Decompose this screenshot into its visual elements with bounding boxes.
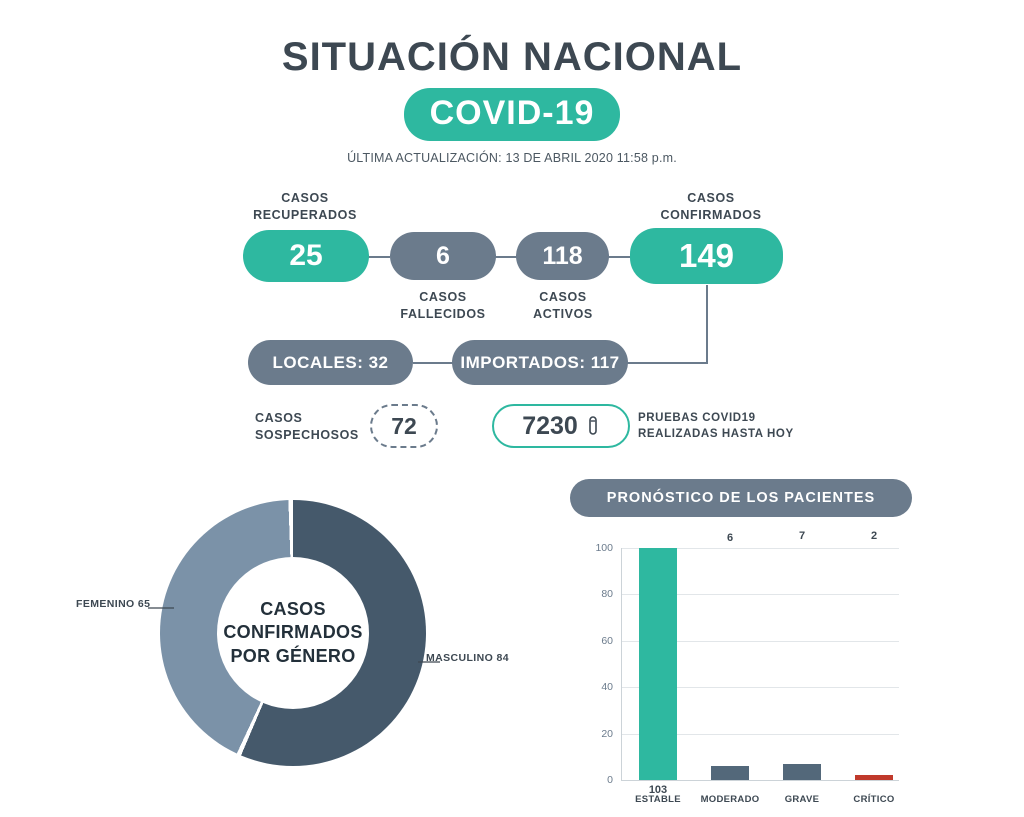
connector-activos-confirmados: [608, 256, 630, 258]
label-casos-sospechosos: CASOS SOSPECHOSOS: [255, 411, 359, 442]
bar-column-critico: [847, 530, 901, 805]
ytick-100: 100: [595, 542, 613, 554]
pronostico-title-badge: PRONÓSTICO DE LOS PACIENTES: [570, 479, 912, 517]
covid-badge: COVID-19: [404, 88, 621, 141]
connector-confirmados-down: [706, 285, 708, 363]
connector-recuperados-fallecidos: [368, 256, 390, 258]
ytick-40: 40: [601, 681, 613, 694]
pill-activos: 118: [516, 232, 609, 280]
bar-column-grave: [775, 530, 829, 805]
ytick-0: 0: [607, 774, 613, 786]
connector-fallecidos-activos: [495, 256, 517, 258]
bar-moderado: [711, 766, 749, 780]
bar-category-grave: GRAVE: [784, 794, 820, 805]
label-casos-confirmados: CASOS CONFIRMADOS: [660, 191, 762, 222]
donut-label-femenino: FEMENINO 65: [76, 598, 151, 610]
pill-importados: IMPORTADOS: 117: [452, 340, 628, 385]
ytick-80: 80: [601, 588, 613, 601]
bar-estable: [639, 548, 677, 780]
bar-category-estable: ESTABLE: [635, 794, 681, 805]
pruebas-value-box: 7230: [492, 404, 630, 448]
donut-center-line-2: CONFIRMADOS: [223, 622, 363, 643]
bar-column-estable: [631, 548, 685, 805]
sospechosos-value-box: 72: [370, 404, 438, 448]
pill-locales: LOCALES: 32: [248, 340, 413, 385]
ytick-20: 20: [601, 727, 613, 740]
bar-value-moderado: 6: [726, 532, 734, 544]
pill-recuperados: 25: [243, 230, 369, 282]
pill-confirmados: 149: [630, 228, 783, 284]
donut-center-line-3: POR GÉNERO: [230, 645, 356, 666]
label-casos-recuperados: CASOS RECUPERADOS: [253, 191, 357, 222]
test-tube-icon: [586, 416, 600, 436]
bar-critico: [855, 775, 893, 780]
donut-center-line-1: CASOS: [260, 598, 326, 619]
bar-category-critico: CRÍTICO: [853, 794, 895, 805]
bar-category-moderado: MODERADO: [700, 794, 760, 805]
donut-label-masculino: MASCULINO 84: [426, 652, 509, 664]
label-casos-activos: CASOS ACTIVOS: [533, 290, 593, 321]
donut-leader-lines: [150, 590, 450, 680]
bar-value-estable: 103: [648, 784, 668, 796]
header: [0, 36, 1024, 165]
gender-donut-chart: [76, 500, 509, 766]
bar-value-grave: 7: [798, 530, 806, 542]
connector-to-importados: [627, 362, 708, 364]
page-title: SITUACIÓN NACIONAL: [281, 35, 743, 79]
bar-grave: [783, 764, 821, 780]
bar-column-moderado: [700, 532, 760, 805]
pill-fallecidos: 6: [390, 232, 496, 280]
x-axis: [621, 780, 899, 781]
label-pruebas: PRUEBAS COVID19 REALIZADAS HASTA HOY: [638, 412, 794, 440]
y-axis: [621, 548, 622, 780]
label-casos-fallecidos: CASOS FALLECIDOS: [400, 290, 486, 321]
last-update-text: ÚLTIMA ACTUALIZACIÓN: 13 DE ABRIL 2020 11:58 p.m.: [347, 151, 677, 165]
connector-locales-importados: [413, 362, 453, 364]
ytick-60: 60: [601, 634, 613, 647]
pronostico-bar-chart: [575, 530, 915, 810]
bar-value-critico: 2: [870, 530, 878, 542]
